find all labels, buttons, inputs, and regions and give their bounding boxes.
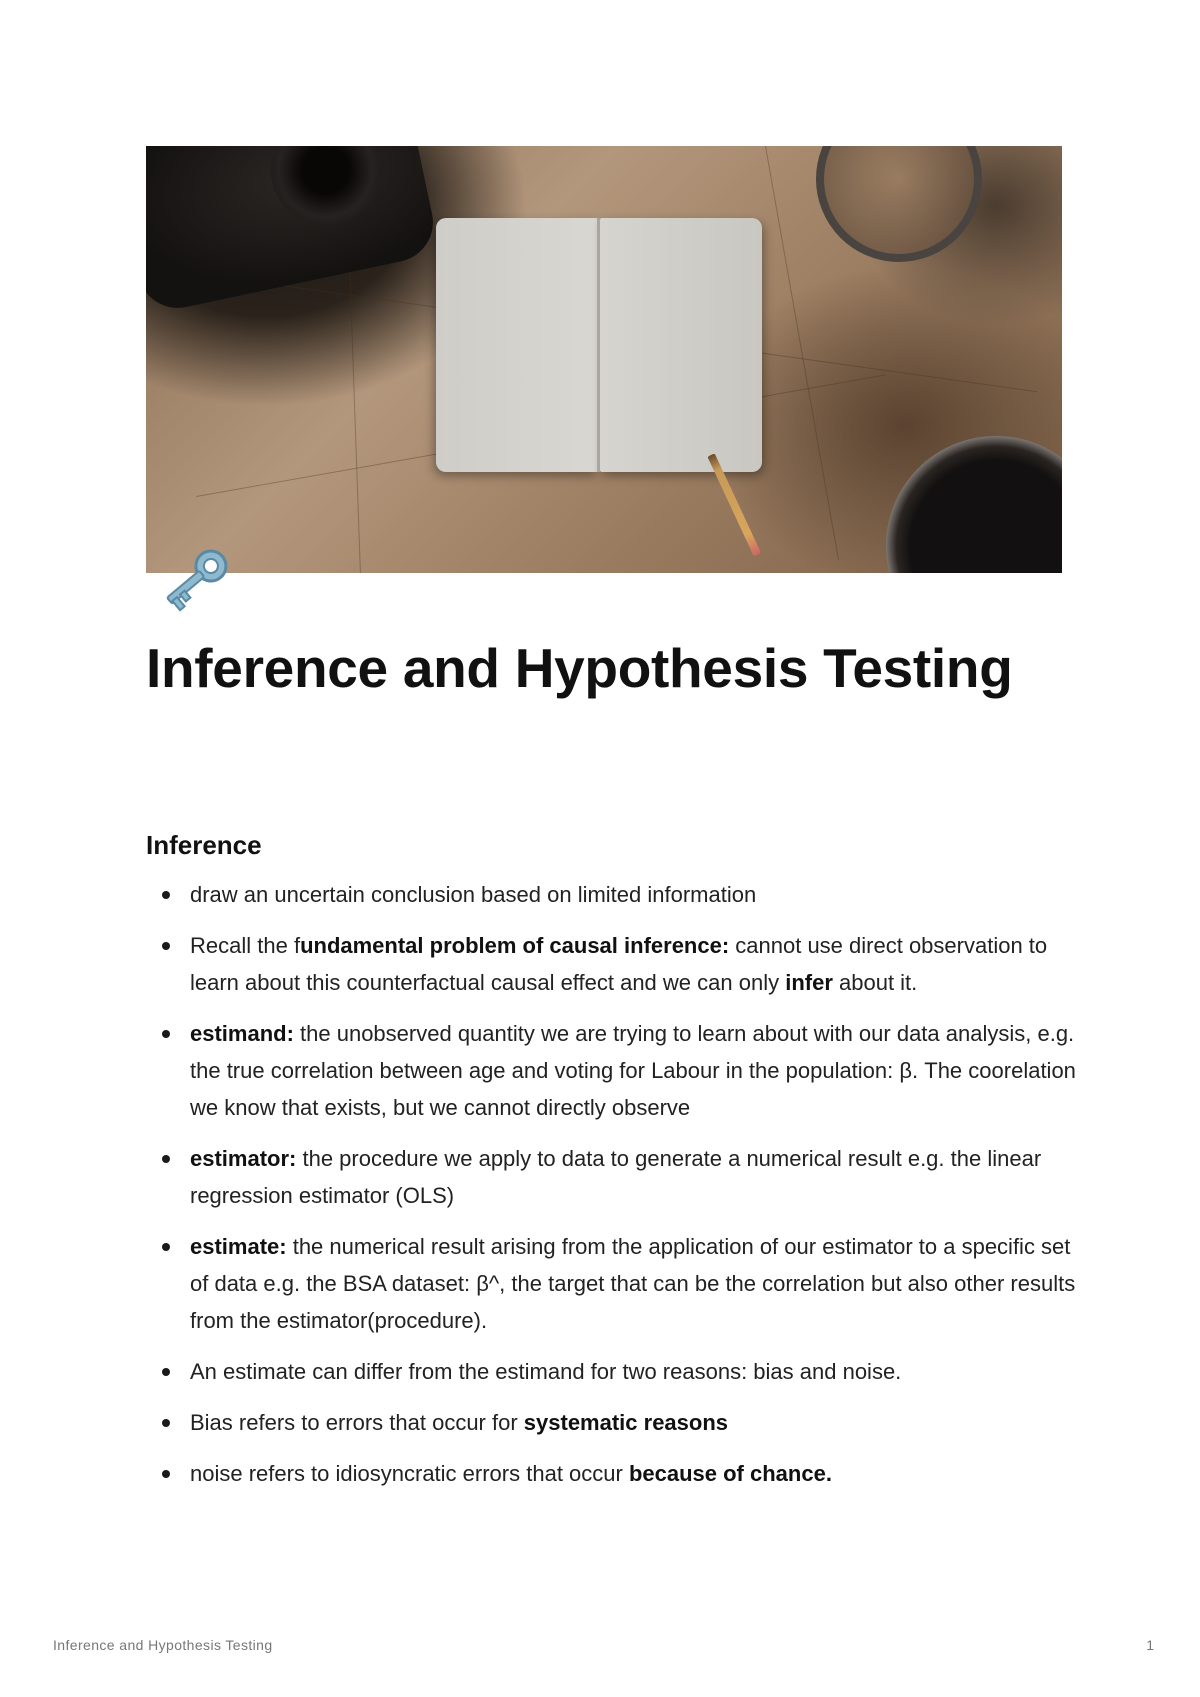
bullet-dot [162, 1470, 170, 1478]
bullet-dot [162, 942, 170, 950]
bold-text: estimator: [190, 1146, 297, 1171]
bold-text: infer [785, 970, 833, 995]
text-run: the procedure we apply to data to generate a numerical result e.g. the linear regression estimator (OLS) [190, 1146, 1042, 1208]
text-run: the numerical result arising from the application of our estimator to a specific set of data e.g. the BSA dataset: β^, the target that can be the correlation but also other results from the estimator(procedure). [190, 1234, 1076, 1333]
section-heading: Inference [146, 830, 262, 860]
text-run: noise refers to idiosyncratic errors that occur [190, 1461, 629, 1486]
bold-text: estimand: [190, 1021, 294, 1046]
list-item [146, 1015, 1076, 1126]
bullet-dot [162, 891, 170, 899]
text-run: Recall the f [190, 933, 301, 958]
key-icon [154, 538, 240, 620]
page-number: 1 [1146, 1637, 1154, 1653]
list-item [146, 927, 1076, 1001]
text-run: about it. [832, 970, 918, 995]
bullet-dot [162, 1243, 170, 1251]
text-run: An estimate can differ from the estimand for two reasons: bias and noise. [190, 1359, 902, 1384]
bold-text: estimate: [190, 1234, 287, 1259]
list-item [146, 1140, 1076, 1214]
list-item [146, 1228, 1076, 1339]
magnifier-illustration [816, 146, 982, 262]
bold-text: undamental problem of causal inference: [300, 933, 730, 958]
page-title: Inference and Hypothesis Testing [146, 637, 1013, 699]
list-item [146, 1404, 1076, 1441]
bullet-dot [162, 1368, 170, 1376]
notebook-illustration [436, 218, 762, 472]
bullet-dot [162, 1030, 170, 1038]
bold-text: because of chance. [628, 1461, 832, 1486]
list-item [146, 876, 1076, 913]
bold-text: systematic reasons [523, 1410, 729, 1435]
list-item [146, 1455, 1076, 1492]
bullet-list [146, 876, 1076, 1492]
camera-illustration [146, 146, 440, 315]
bullet-dot [162, 1419, 170, 1427]
text-run: the unobserved quantity we are trying to learn about with our data analysis, e.g. the true correlation between age and voting for Labour in the population: β. The coorelation we know that exists, but we cannot directly observe [190, 1021, 1076, 1120]
coffee-cup-illustration [886, 436, 1062, 573]
text-run: Bias refers to errors that occur for [190, 1410, 524, 1435]
bullet-dot [162, 1155, 170, 1163]
text-run: cannot use direct observation to learn about this counterfactual causal effect and we can only [190, 933, 1048, 995]
cover-image [146, 146, 1062, 573]
footer-title: Inference and Hypothesis Testing [53, 1637, 273, 1653]
text-run: draw an uncertain conclusion based on limited information [190, 882, 757, 907]
list-item [146, 1353, 1076, 1390]
